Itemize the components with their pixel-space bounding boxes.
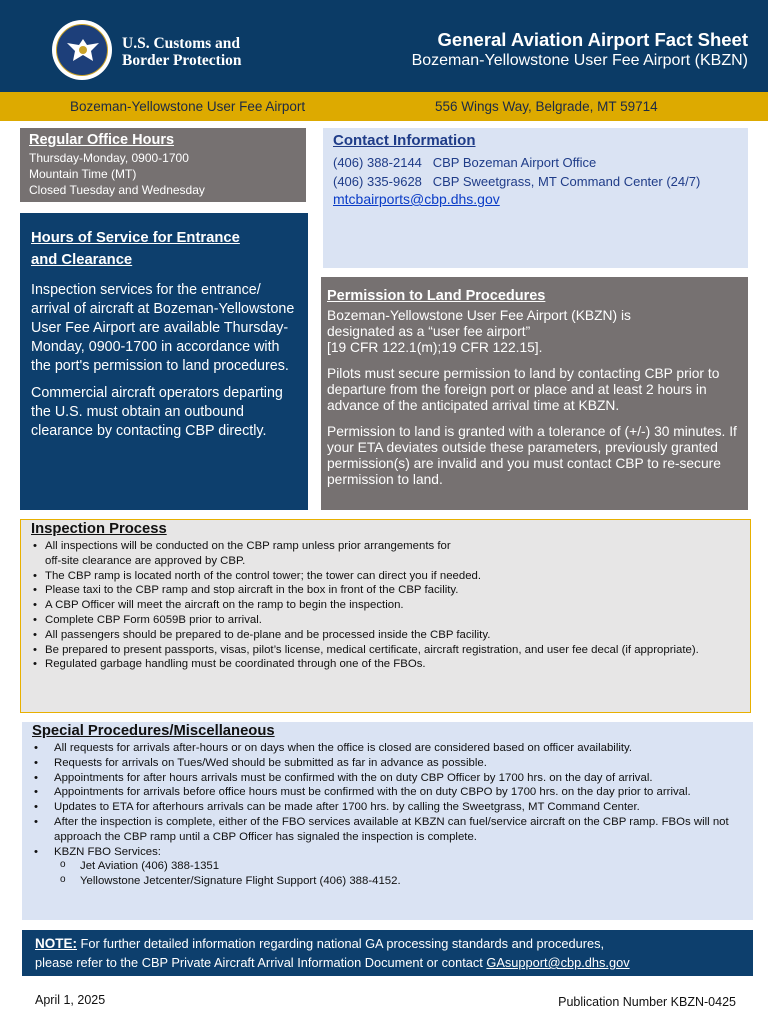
airport-name: Bozeman-Yellowstone User Fee Airport [70, 99, 306, 114]
list-item: • Appointments for after hours arrivals must be confirmed with the on duty CBP Officer by 1700 hrs. on the day of arrival. [54, 771, 743, 786]
contact-info-box [323, 128, 748, 268]
ga-support-email-link[interactable]: GAsupport@cbp.dhs.gov [486, 955, 630, 970]
service-hours-title [31, 227, 296, 271]
inspection-list [31, 539, 740, 672]
permission-paragraph-3: Permission to land is granted with a tolerance of (+/-) 30 minutes. If your ETA deviates outside these parameters, previously granted permission(s) are invalid and you must contact CBP to re-secure permission to land. [327, 424, 737, 487]
page-header [0, 0, 768, 92]
permission-p1-line: Bozeman-Yellowstone User Fee Airport (KBZN) is [327, 308, 631, 323]
publication-number: Publication Number KBZN-0425 [558, 995, 736, 1009]
publication-date: April 1, 2025 [35, 993, 106, 1007]
list-item: • Complete CBP Form 6059B prior to arrival. [45, 613, 740, 628]
list-item: • Please taxi to the CBP ramp and stop aircraft in the box in front of the CBP facility. [45, 583, 740, 598]
page-subtitle: Bozeman-Yellowstone User Fee Airport (KBZN) [411, 52, 748, 69]
permission-to-land-box [321, 277, 748, 510]
list-item [45, 539, 740, 569]
service-hours-box [20, 213, 308, 510]
list-item [54, 845, 743, 889]
list-item: • Requests for arrivals on Tues/Wed should be submitted as far in advance as possible. [54, 756, 743, 771]
list-item-text: All inspections will be conducted on the CBP ramp unless prior arrangements for [45, 540, 451, 552]
special-procedures-box [22, 722, 753, 920]
service-title-line-1: Hours of Service for Entrance [31, 230, 240, 246]
list-item: • The CBP ramp is located north of the control tower; the tower can direct you if needed. [45, 569, 740, 584]
agency-line-2: Border Protection [122, 52, 242, 69]
address-bar [0, 92, 768, 121]
list-item: • Regulated garbage handling must be coordinated through one of the FBOs. [45, 657, 740, 672]
page-title: General Aviation Airport Fact Sheet [437, 29, 748, 50]
contact-phone-2: (406) 335-9628 CBP Sweetgrass, MT Command Center (24/7) [333, 174, 701, 189]
office-hours-box [20, 128, 306, 202]
agency-line-1: U.S. Customs and [122, 35, 241, 52]
permission-paragraph-1 [327, 308, 742, 356]
inspection-process-box [20, 519, 751, 713]
note-label: NOTE: [35, 936, 77, 951]
permission-title: Permission to Land Procedures [327, 288, 546, 304]
fbo-item: o Yellowstone Jetcenter/Signature Flight Support (406) 388-4152. [80, 874, 743, 889]
note-text-2: please refer to the CBP Private Aircraft Arrival Information Document or contact [35, 955, 487, 970]
list-item: • Be prepared to present passports, visas, pilot’s license, medical certificate, aircraft registration, and user fee decal (if appropriate). [45, 643, 740, 658]
office-hours-line: Thursday-Monday, 0900-1700 [29, 151, 189, 165]
service-paragraph-1: Inspection services for the entrance/ arrival of aircraft at Bozeman-Yellowstone User Fee Airport are available Thursday-Monday, 0900-1700 in accordance with the port's permission to land procedures. [31, 282, 295, 374]
list-item: • A CBP Officer will meet the aircraft on the ramp to begin the inspection. [45, 598, 740, 613]
office-hours-line: Closed Tuesday and Wednesday [29, 183, 205, 197]
office-hours-title: Regular Office Hours [29, 132, 175, 148]
special-list [32, 741, 743, 889]
list-item: • After the inspection is complete, either of the FBO services available at KBZN can fuel/service aircraft on the CBP ramp. FBOs will not approach the CBP ramp until a CBP Officer has signaled the inspection is complete. [54, 815, 743, 845]
list-item: • All requests for arrivals after-hours or on days when the office is closed are considered based on officer availability. [54, 741, 743, 756]
list-item: • Updates to ETA for afterhours arrivals can be made after 1700 hrs. by calling the Sweetgrass, MT Command Center. [54, 800, 743, 815]
service-title-line-2: and Clearance [31, 252, 133, 268]
contact-title: Contact Information [333, 132, 476, 149]
fbo-list [54, 859, 743, 889]
office-hours-line: Mountain Time (MT) [29, 167, 137, 181]
contact-phone-1: (406) 388-2144 CBP Bozeman Airport Office [333, 155, 597, 170]
cbp-seal-icon [52, 20, 112, 80]
eagle-icon [65, 35, 101, 65]
special-title: Special Procedures/Miscellaneous [32, 723, 275, 739]
note-text-1: For further detailed information regarding national GA processing standards and procedures, [77, 936, 605, 951]
contact-email-link[interactable]: mtcbairports@cbp.dhs.gov [333, 191, 500, 207]
list-item: • All passengers should be prepared to de-plane and be processed inside the CBP facility. [45, 628, 740, 643]
note-box [22, 930, 753, 976]
list-item: • Appointments for arrivals before office hours must be confirmed with the on duty CBPO by 1700 hrs. on the day prior to arrival. [54, 785, 743, 800]
airport-address: 556 Wings Way, Belgrade, MT 59714 [435, 99, 658, 114]
list-item-text: off-site clearance are approved by CBP. [45, 554, 246, 567]
service-paragraph-2: Commercial aircraft operators departing the U.S. must obtain an outbound clearance by contacting CBP directly. [31, 385, 283, 439]
inspection-title: Inspection Process [31, 521, 167, 537]
permission-paragraph-2: Pilots must secure permission to land by contacting CBP prior to departure from the foreign port or place and at least 2 hours in advance of the anticipated arrival time at KBZN. [327, 366, 720, 413]
list-item-text: KBZN FBO Services: [54, 845, 161, 858]
permission-p1-line: [19 CFR 122.1(m);19 CFR 122.15]. [327, 340, 543, 355]
fbo-item: o Jet Aviation (406) 388-1351 [80, 859, 743, 874]
permission-p1-line: designated as a “user fee airport” [327, 324, 531, 339]
agency-name [122, 35, 242, 69]
